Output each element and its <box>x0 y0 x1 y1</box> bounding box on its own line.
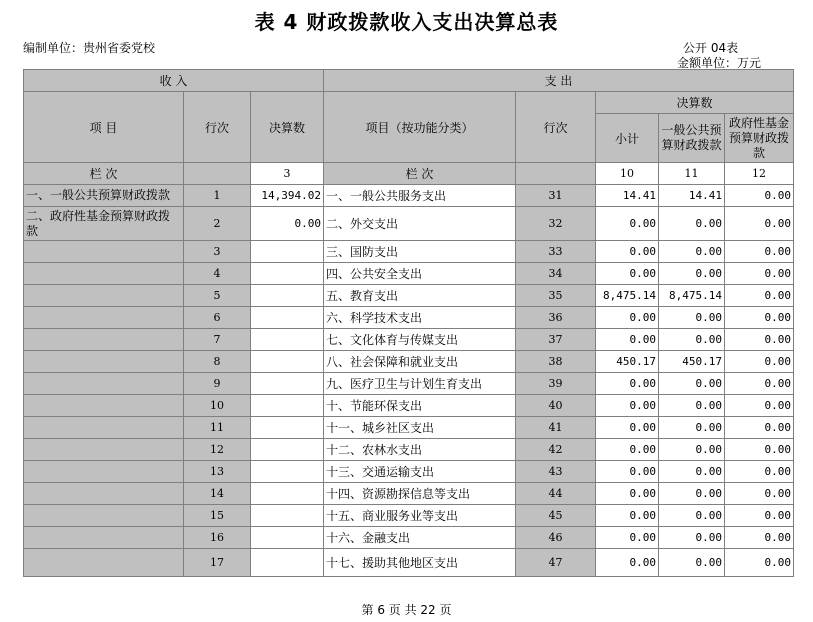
expense-row-no-cell: 31 <box>516 185 596 207</box>
table-row <box>24 461 794 483</box>
income-item-cell <box>24 263 184 285</box>
fund-budget-cell: 0.00 <box>725 329 794 351</box>
expense-item-cell: 七、文化体育与传媒支出 <box>324 329 516 351</box>
budget-table <box>23 69 794 577</box>
income-item-cell <box>24 527 184 549</box>
expense-item-cell: 三、国防支出 <box>324 241 516 263</box>
income-item-cell: 一、一般公共预算财政拨款 <box>24 185 184 207</box>
income-row-no-cell: 13 <box>184 461 251 483</box>
subtotal-cell: 0.00 <box>596 373 659 395</box>
income-amount-cell <box>251 373 324 395</box>
subtotal-cell: 0.00 <box>596 329 659 351</box>
col12-label: 12 <box>725 163 794 185</box>
general-budget-cell: 0.00 <box>659 263 725 285</box>
expense-row-no-cell: 39 <box>516 373 596 395</box>
income-row-no-cell: 10 <box>184 395 251 417</box>
expense-row-no-cell: 40 <box>516 395 596 417</box>
income-item-cell <box>24 505 184 527</box>
subtotal-cell: 0.00 <box>596 527 659 549</box>
income-row-no-cell: 2 <box>184 207 251 241</box>
expense-row-no-cell: 36 <box>516 307 596 329</box>
row-no-header: 行次 <box>184 92 251 163</box>
table-row <box>24 307 794 329</box>
income-row-no-cell: 1 <box>184 185 251 207</box>
income-row-no-cell: 16 <box>184 527 251 549</box>
fund-budget-cell: 0.00 <box>725 263 794 285</box>
expense-item-cell: 五、教育支出 <box>324 285 516 307</box>
expense-item-cell: 四、公共安全支出 <box>324 263 516 285</box>
subtotal-cell: 0.00 <box>596 439 659 461</box>
expense-row-no-cell: 47 <box>516 549 596 577</box>
general-budget-header: 一般公共预算财政拨款 <box>659 114 725 163</box>
income-amount-cell <box>251 527 324 549</box>
table-row <box>24 373 794 395</box>
expense-row-no-cell: 44 <box>516 483 596 505</box>
expense-item-cell: 十七、援助其他地区支出 <box>324 549 516 577</box>
col3-label: 3 <box>251 163 324 185</box>
income-item-cell <box>24 373 184 395</box>
fund-budget-cell: 0.00 <box>725 439 794 461</box>
subtotal-cell: 0.00 <box>596 241 659 263</box>
income-amount-cell <box>251 307 324 329</box>
income-amount-cell: 14,394.02 <box>251 185 324 207</box>
general-budget-cell: 0.00 <box>659 549 725 577</box>
lanci-empty <box>184 163 251 185</box>
table-row <box>24 207 794 241</box>
general-budget-cell: 0.00 <box>659 207 725 241</box>
income-row-no-cell: 6 <box>184 307 251 329</box>
income-amount-cell: 0.00 <box>251 207 324 241</box>
table-row <box>24 285 794 307</box>
fund-budget-cell: 0.00 <box>725 285 794 307</box>
expense-item-cell: 十六、金融支出 <box>324 527 516 549</box>
expense-row-no-cell: 33 <box>516 241 596 263</box>
general-budget-cell: 0.00 <box>659 329 725 351</box>
table-row <box>24 395 794 417</box>
func-item-header: 项目（按功能分类） <box>324 92 516 163</box>
income-amount-cell <box>251 505 324 527</box>
expense-row-no-cell: 37 <box>516 329 596 351</box>
income-item-cell: 二、政府性基金预算财政拨款 <box>24 207 184 241</box>
subtotal-cell: 0.00 <box>596 549 659 577</box>
expense-row-no-cell: 43 <box>516 461 596 483</box>
fund-budget-cell: 0.00 <box>725 373 794 395</box>
income-amount-cell <box>251 241 324 263</box>
income-amount-cell <box>251 285 324 307</box>
expense-item-cell: 十四、资源勘探信息等支出 <box>324 483 516 505</box>
income-amount-cell <box>251 549 324 577</box>
general-budget-cell: 0.00 <box>659 307 725 329</box>
income-row-no-cell: 17 <box>184 549 251 577</box>
expense-item-cell: 十五、商业服务业等支出 <box>324 505 516 527</box>
table-row <box>24 505 794 527</box>
fund-budget-cell: 0.00 <box>725 395 794 417</box>
general-budget-cell: 0.00 <box>659 461 725 483</box>
fund-budget-cell: 0.00 <box>725 351 794 373</box>
lanci-label: 栏 次 <box>24 163 184 185</box>
subtotal-cell: 0.00 <box>596 263 659 285</box>
subtotal-cell: 450.17 <box>596 351 659 373</box>
col10-label: 10 <box>596 163 659 185</box>
general-budget-cell: 8,475.14 <box>659 285 725 307</box>
subtotal-cell: 0.00 <box>596 207 659 241</box>
general-budget-cell: 0.00 <box>659 417 725 439</box>
income-amount-cell <box>251 483 324 505</box>
general-budget-cell: 0.00 <box>659 439 725 461</box>
income-amount-cell <box>251 329 324 351</box>
income-row-no-cell: 8 <box>184 351 251 373</box>
income-row-no-cell: 14 <box>184 483 251 505</box>
fund-budget-header: 政府性基金预算财政拨款 <box>725 114 794 163</box>
lanci-empty-2 <box>516 163 596 185</box>
subtotal-cell: 0.00 <box>596 307 659 329</box>
page-footer: 第 6 页 共 22 页 <box>361 603 452 617</box>
income-row-no-cell: 11 <box>184 417 251 439</box>
expense-row-no-cell: 32 <box>516 207 596 241</box>
item-header: 项 目 <box>24 92 184 163</box>
expense-row-no-cell: 46 <box>516 527 596 549</box>
table-row <box>24 351 794 373</box>
income-item-cell <box>24 241 184 263</box>
subtotal-cell: 14.41 <box>596 185 659 207</box>
expense-item-cell: 十二、农林水支出 <box>324 439 516 461</box>
subtotal-cell: 0.00 <box>596 417 659 439</box>
table-row <box>24 439 794 461</box>
table-row <box>24 241 794 263</box>
col11-label: 11 <box>659 163 725 185</box>
expense-row-no-cell: 34 <box>516 263 596 285</box>
income-row-no-cell: 9 <box>184 373 251 395</box>
fund-budget-cell: 0.00 <box>725 417 794 439</box>
expense-item-cell: 二、外交支出 <box>324 207 516 241</box>
income-row-no-cell: 5 <box>184 285 251 307</box>
expense-item-cell: 十、节能环保支出 <box>324 395 516 417</box>
income-row-no-cell: 7 <box>184 329 251 351</box>
subtotal-header: 小计 <box>596 114 659 163</box>
row-no2-header: 行次 <box>516 92 596 163</box>
general-budget-cell: 0.00 <box>659 527 725 549</box>
general-budget-cell: 0.00 <box>659 395 725 417</box>
final-amount2-header: 决算数 <box>596 92 794 114</box>
expense-row-no-cell: 42 <box>516 439 596 461</box>
subtotal-cell: 0.00 <box>596 505 659 527</box>
table-row <box>24 417 794 439</box>
income-item-cell <box>24 549 184 577</box>
general-budget-cell: 14.41 <box>659 185 725 207</box>
general-budget-cell: 450.17 <box>659 351 725 373</box>
subtotal-cell: 8,475.14 <box>596 285 659 307</box>
fund-budget-cell: 0.00 <box>725 461 794 483</box>
income-item-cell <box>24 351 184 373</box>
subtotal-cell: 0.00 <box>596 395 659 417</box>
income-amount-cell <box>251 351 324 373</box>
income-amount-cell <box>251 461 324 483</box>
fund-budget-cell: 0.00 <box>725 241 794 263</box>
table-row <box>24 263 794 285</box>
fund-budget-cell: 0.00 <box>725 307 794 329</box>
table-row <box>24 329 794 351</box>
fund-budget-cell: 0.00 <box>725 483 794 505</box>
money-unit: 金额单位：万元 <box>677 56 762 70</box>
income-item-cell <box>24 461 184 483</box>
expense-row-no-cell: 38 <box>516 351 596 373</box>
subtotal-cell: 0.00 <box>596 483 659 505</box>
table-row <box>24 185 794 207</box>
income-item-cell <box>24 307 184 329</box>
expense-item-cell: 九、医疗卫生与计划生育支出 <box>324 373 516 395</box>
subtotal-cell: 0.00 <box>596 461 659 483</box>
income-item-cell <box>24 285 184 307</box>
fund-budget-cell: 0.00 <box>725 185 794 207</box>
unit-label: 编制单位：贵州省委党校 <box>23 41 156 55</box>
income-item-cell <box>24 439 184 461</box>
expense-item-cell: 一、一般公共服务支出 <box>324 185 516 207</box>
expense-row-no-cell: 41 <box>516 417 596 439</box>
fund-budget-cell: 0.00 <box>725 207 794 241</box>
expense-item-cell: 十三、交通运输支出 <box>324 461 516 483</box>
fund-budget-cell: 0.00 <box>725 527 794 549</box>
income-item-cell <box>24 395 184 417</box>
income-row-no-cell: 3 <box>184 241 251 263</box>
income-amount-cell <box>251 417 324 439</box>
income-amount-cell <box>251 395 324 417</box>
income-item-cell <box>24 329 184 351</box>
table-row <box>24 483 794 505</box>
general-budget-cell: 0.00 <box>659 505 725 527</box>
fund-budget-cell: 0.00 <box>725 505 794 527</box>
general-budget-cell: 0.00 <box>659 373 725 395</box>
form-code: 公开 04表 <box>683 41 739 55</box>
income-item-cell <box>24 417 184 439</box>
income-amount-cell <box>251 439 324 461</box>
fund-budget-cell: 0.00 <box>725 549 794 577</box>
expense-item-cell: 十一、城乡社区支出 <box>324 417 516 439</box>
final-amount-header: 决算数 <box>251 92 324 163</box>
expense-row-no-cell: 35 <box>516 285 596 307</box>
table-row <box>24 527 794 549</box>
lanci-label-2: 栏 次 <box>324 163 516 185</box>
income-row-no-cell: 4 <box>184 263 251 285</box>
table-row <box>24 549 794 577</box>
income-amount-cell <box>251 263 324 285</box>
general-budget-cell: 0.00 <box>659 483 725 505</box>
income-item-cell <box>24 483 184 505</box>
expense-row-no-cell: 45 <box>516 505 596 527</box>
income-row-no-cell: 12 <box>184 439 251 461</box>
income-header: 收 入 <box>24 70 324 92</box>
expense-item-cell: 六、科学技术支出 <box>324 307 516 329</box>
expense-header: 支 出 <box>324 70 794 92</box>
page-title: 表 4 财政拨款收入支出决算总表 <box>254 10 559 34</box>
expense-item-cell: 八、社会保障和就业支出 <box>324 351 516 373</box>
income-row-no-cell: 15 <box>184 505 251 527</box>
general-budget-cell: 0.00 <box>659 241 725 263</box>
